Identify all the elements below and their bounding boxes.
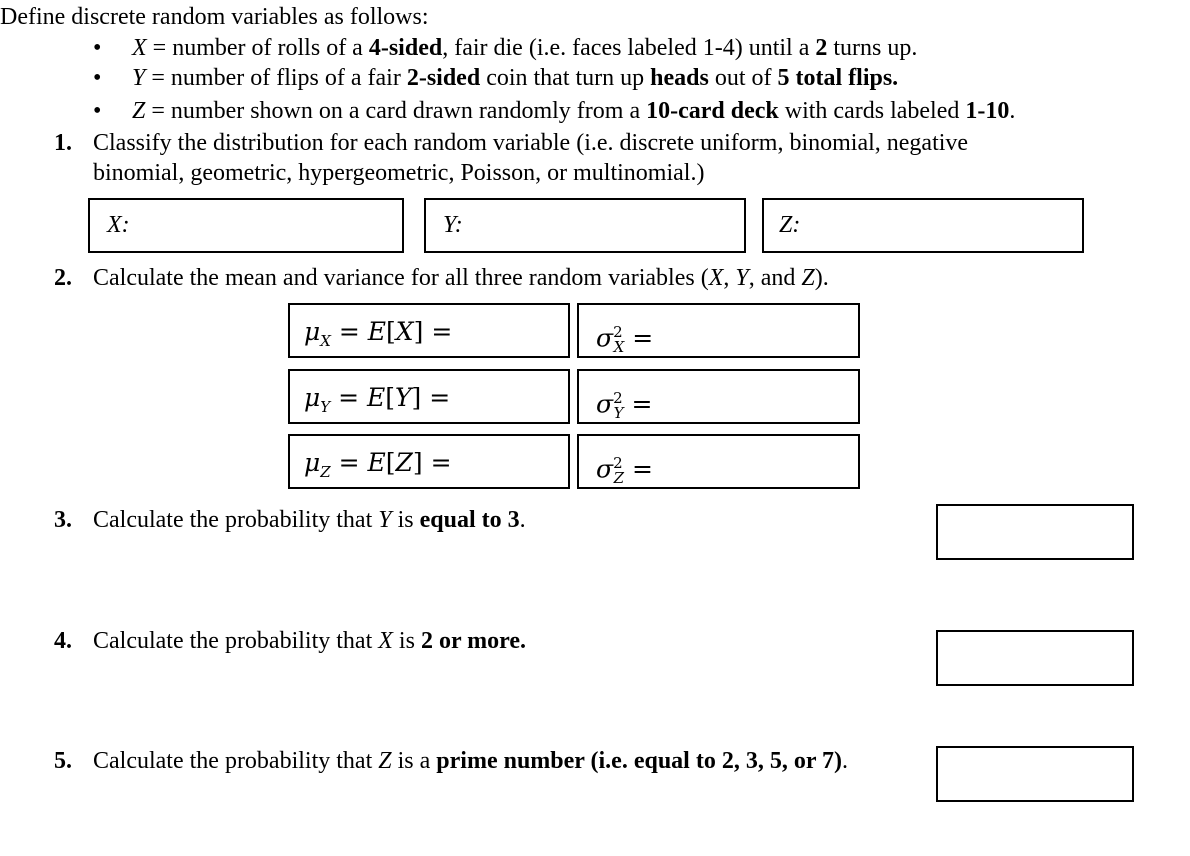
answer-box-z-distribution[interactable] xyxy=(762,198,1084,253)
expectation-symbol: E xyxy=(367,448,386,477)
bracket: [ xyxy=(386,317,396,346)
text: coin that turn up xyxy=(480,65,651,91)
bracket: [ xyxy=(385,383,396,412)
text: out of xyxy=(708,65,778,91)
var-z: Z xyxy=(801,265,815,291)
superscript: 2 xyxy=(613,454,623,472)
subscript: Z xyxy=(320,463,331,481)
label-z: Z: xyxy=(779,212,801,238)
equals: = xyxy=(624,454,653,484)
variable: X xyxy=(395,317,414,346)
equals: = xyxy=(145,98,171,124)
bold-text: 1-10 xyxy=(965,98,1010,124)
text: with cards labeled xyxy=(778,98,966,124)
bold-text: equal to 3 xyxy=(419,507,520,533)
text: Calculate the probability that xyxy=(93,628,379,654)
var-z: Z xyxy=(132,98,146,124)
question-1-text-line1: Classify the distribution for each random variable (i.e. discrete uniform, binomial, negative xyxy=(93,130,969,156)
answer-box-y-distribution[interactable] xyxy=(424,198,746,253)
mu-symbol: μ xyxy=(304,448,321,477)
text: Calculate the probability that xyxy=(93,507,379,533)
bold-text: 2 or more. xyxy=(420,628,527,654)
equals: = xyxy=(422,448,452,477)
bullet-symbol: • xyxy=(93,98,102,124)
subscript: Y xyxy=(613,404,624,423)
variable: Y xyxy=(395,383,412,412)
superscript: 2 xyxy=(613,389,623,407)
text: is a xyxy=(391,748,437,774)
question-1-number: 1. xyxy=(54,130,72,156)
answer-box-question-5[interactable] xyxy=(936,746,1134,802)
equals: = xyxy=(146,35,173,61)
var-y: Y xyxy=(378,507,392,533)
bold-text: 2 xyxy=(815,35,828,61)
question-5-text xyxy=(93,746,848,776)
variance-box-y[interactable] xyxy=(577,369,860,424)
text: . xyxy=(519,507,526,533)
sigma-symbol: σ xyxy=(596,323,614,353)
text: number of flips of a fair xyxy=(170,65,407,91)
text: number of rolls of a xyxy=(172,35,369,61)
intro-text: Define discrete random variables as follows: xyxy=(0,4,429,30)
subscript: X xyxy=(613,338,625,357)
text: . xyxy=(842,748,849,774)
subscript: Z xyxy=(613,469,625,488)
mean-formula-z xyxy=(304,448,452,487)
bold-text: prime number (i.e. equal to 2, 3, 5, or 7) xyxy=(436,748,843,774)
question-3-number: 3. xyxy=(54,507,72,533)
var-z: Z xyxy=(378,748,392,774)
bracket: ] xyxy=(413,317,424,346)
text: number shown on a card drawn randomly from a xyxy=(170,98,647,124)
text: , xyxy=(723,265,736,291)
text: ). xyxy=(814,265,829,291)
mean-box-z[interactable] xyxy=(288,434,570,489)
question-2-number: 2. xyxy=(54,265,72,291)
var-y: Y xyxy=(132,65,146,91)
variance-box-z[interactable] xyxy=(577,434,860,489)
mean-formula-y xyxy=(304,383,450,422)
bold-text: heads xyxy=(650,65,709,91)
sigma-symbol: σ xyxy=(596,389,614,419)
sigma-symbol: σ xyxy=(596,454,614,484)
answer-box-question-4[interactable] xyxy=(936,630,1134,686)
superscript: 2 xyxy=(613,323,623,341)
equals: = xyxy=(423,317,453,346)
subscript: Y xyxy=(320,398,331,416)
bullet-z-definition xyxy=(132,96,1015,126)
question-2-text xyxy=(93,263,829,293)
variance-formula-x xyxy=(596,317,653,362)
question-3-text xyxy=(93,505,526,535)
text: is xyxy=(392,628,421,654)
equals: = xyxy=(330,383,367,412)
var-x: X xyxy=(378,628,393,654)
bold-text: 5 total flips. xyxy=(777,65,899,91)
text: , and xyxy=(748,265,802,291)
label-y: Y: xyxy=(443,212,463,238)
variance-formula-z xyxy=(596,448,653,493)
mean-box-x[interactable] xyxy=(288,303,570,358)
equals: = xyxy=(330,448,368,477)
expectation-symbol: E xyxy=(367,317,387,346)
answer-box-x-distribution[interactable] xyxy=(88,198,404,253)
bullet-symbol: • xyxy=(93,35,102,61)
mu-symbol: μ xyxy=(304,383,321,412)
bullet-x-definition xyxy=(132,33,917,63)
var-x: X xyxy=(132,35,147,61)
expectation-symbol: E xyxy=(367,383,386,412)
question-4-text xyxy=(93,626,526,656)
text: turns up. xyxy=(827,35,918,61)
bold-text: 10-card deck xyxy=(646,98,779,124)
bullet-y-definition xyxy=(132,63,898,93)
text: Calculate the mean and variance for all three random variables ( xyxy=(93,265,709,291)
answer-box-question-3[interactable] xyxy=(936,504,1134,560)
mu-symbol: μ xyxy=(304,317,321,346)
mean-formula-x xyxy=(304,317,452,356)
var-y: Y xyxy=(735,265,749,291)
bracket: ] xyxy=(411,383,422,412)
equals: = xyxy=(145,65,171,91)
question-4-number: 4. xyxy=(54,628,72,654)
text: is xyxy=(391,507,420,533)
equals: = xyxy=(623,389,653,419)
equals: = xyxy=(624,323,654,353)
text: Calculate the probability that xyxy=(93,748,379,774)
equals: = xyxy=(421,383,451,412)
bold-text: 4-sided xyxy=(368,35,443,61)
question-5-number: 5. xyxy=(54,748,72,774)
label-x: X: xyxy=(107,212,130,238)
question-1-text-line2: binomial, geometric, hypergeometric, Poisson, or multinomial.) xyxy=(93,160,705,186)
subscript: X xyxy=(320,332,331,350)
variance-formula-y xyxy=(596,383,652,428)
variable: Z xyxy=(395,448,413,477)
text: , fair die (i.e. faces labeled 1-4) until a xyxy=(442,35,816,61)
bracket: [ xyxy=(385,448,396,477)
bracket: ] xyxy=(412,448,423,477)
bullet-symbol: • xyxy=(93,65,102,91)
variance-box-x[interactable] xyxy=(577,303,860,358)
mean-box-y[interactable] xyxy=(288,369,570,424)
var-x: X xyxy=(708,265,724,291)
equals: = xyxy=(330,317,368,346)
bold-text: 2-sided xyxy=(406,65,481,91)
text: . xyxy=(1009,98,1016,124)
